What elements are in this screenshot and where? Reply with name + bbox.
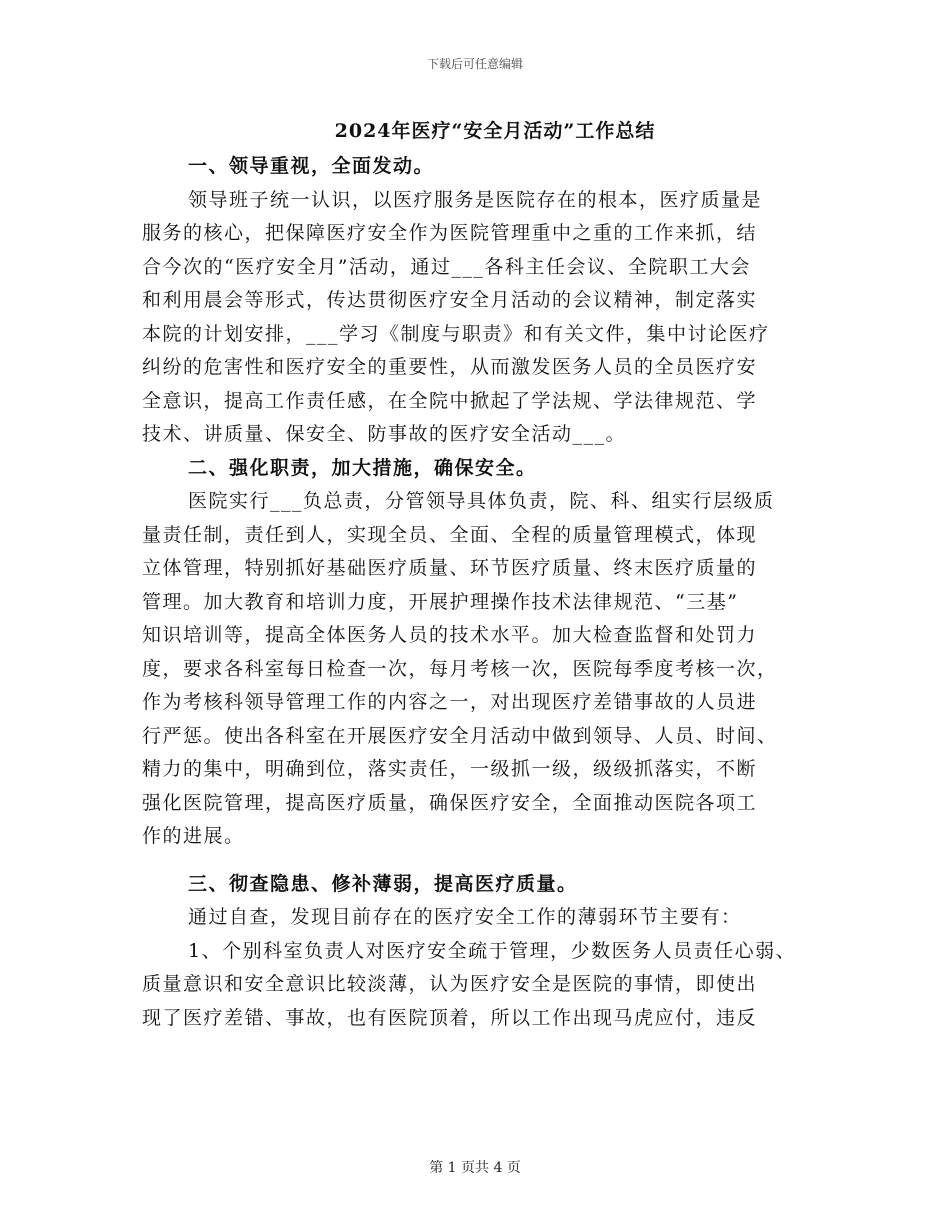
paragraph-line: 量责任制，责任到人，实现全员、全面、全程的质量管理模式，体现 xyxy=(142,523,758,546)
paragraph-line: 现了医疗差错、事故，也有医院顶着，所以工作出现马虎应付，违反 xyxy=(142,1006,758,1029)
paragraph-line: 度，要求各科室每日检查一次，每月考核一次，医院每季度考核一次， xyxy=(142,657,778,680)
paragraph-line: 精力的集中，明确到位，落实责任，一级抓一级，级级抓落实，不断 xyxy=(142,758,758,780)
section-spacer xyxy=(142,854,822,868)
paragraph-line: 医院实行___负总责，分管领导具体负责，院、科、组实行层级质 xyxy=(188,490,775,512)
paragraph-line: 管理。加大教育和培训力度，开展护理操作技术法律规范、“三基” xyxy=(142,590,739,613)
document-body xyxy=(142,150,822,1035)
paragraph-line: 行严惩。使出各科室在开展医疗安全月活动中做到领导、人员、时间、 xyxy=(142,724,778,747)
page-footer: 第 1 页共 4 页 xyxy=(429,1160,521,1176)
paragraph-line: 全意识，提高工作责任感，在全院中掀起了学法规、学法律规范、学 xyxy=(142,389,758,412)
paragraph-line: 技术、讲质量、保安全、防事故的医疗安全活动___。 xyxy=(142,423,627,445)
paragraph-line: 1、个别科室负责人对医疗安全疏于管理，少数医务人员责任心弱、 xyxy=(188,939,797,962)
paragraph-line: 作的进展。 xyxy=(142,825,245,847)
paragraph-line: 本院的计划安排，___学习《制度与职责》和有关文件，集中讨论医疗 xyxy=(142,322,770,345)
paragraph-line: 通过自查，发现目前存在的医疗安全工作的薄弱环节主要有： xyxy=(188,906,742,928)
section-heading-2: 二、强化职责，加大措施，确保安全。 xyxy=(188,456,537,479)
paragraph-line: 作为考核科领导管理工作的内容之一，对出现医疗差错事故的人员进 xyxy=(142,691,758,713)
header-note: 下载后可任意编辑 xyxy=(426,57,523,71)
paragraph-line: 强化医院管理，提高医疗质量，确保医疗安全，全面推动医院各项工 xyxy=(142,791,758,814)
paragraph-line: 和利用晨会等形式，传达贯彻医疗安全月活动的会议精神，制定落实 xyxy=(142,289,758,311)
section-heading-1: 一、领导重视，全面发动。 xyxy=(188,155,435,177)
paragraph-line: 纠纷的危害性和医疗安全的重要性，从而激发医务人员的全员医疗安 xyxy=(142,356,758,378)
paragraph-line: 知识培训等，提高全体医务人员的技术水平。加大检查监督和处罚力 xyxy=(142,624,758,646)
section-heading-3: 三、彻查隐患、修补薄弱，提高医疗质量。 xyxy=(188,872,578,895)
paragraph-line: 立体管理，特别抓好基础医疗质量、环节医疗质量、终末医疗质量的 xyxy=(142,557,758,579)
paragraph-line: 质量意识和安全意识比较淡薄，认为医疗安全是医院的事情，即使出 xyxy=(142,973,758,995)
paragraph-line: 合今次的“医疗安全月”活动，通过___各科主任会议、全院职工大会 xyxy=(142,255,751,278)
paragraph-line: 领导班子统一认识，以医疗服务是医院存在的根本，医疗质量是 xyxy=(188,188,763,211)
paragraph-line: 服务的核心，把保障医疗安全作为医院管理重中之重的工作来抓，结 xyxy=(142,222,758,244)
document-title: 2024年医疗“安全月活动”工作总结 xyxy=(334,120,656,142)
